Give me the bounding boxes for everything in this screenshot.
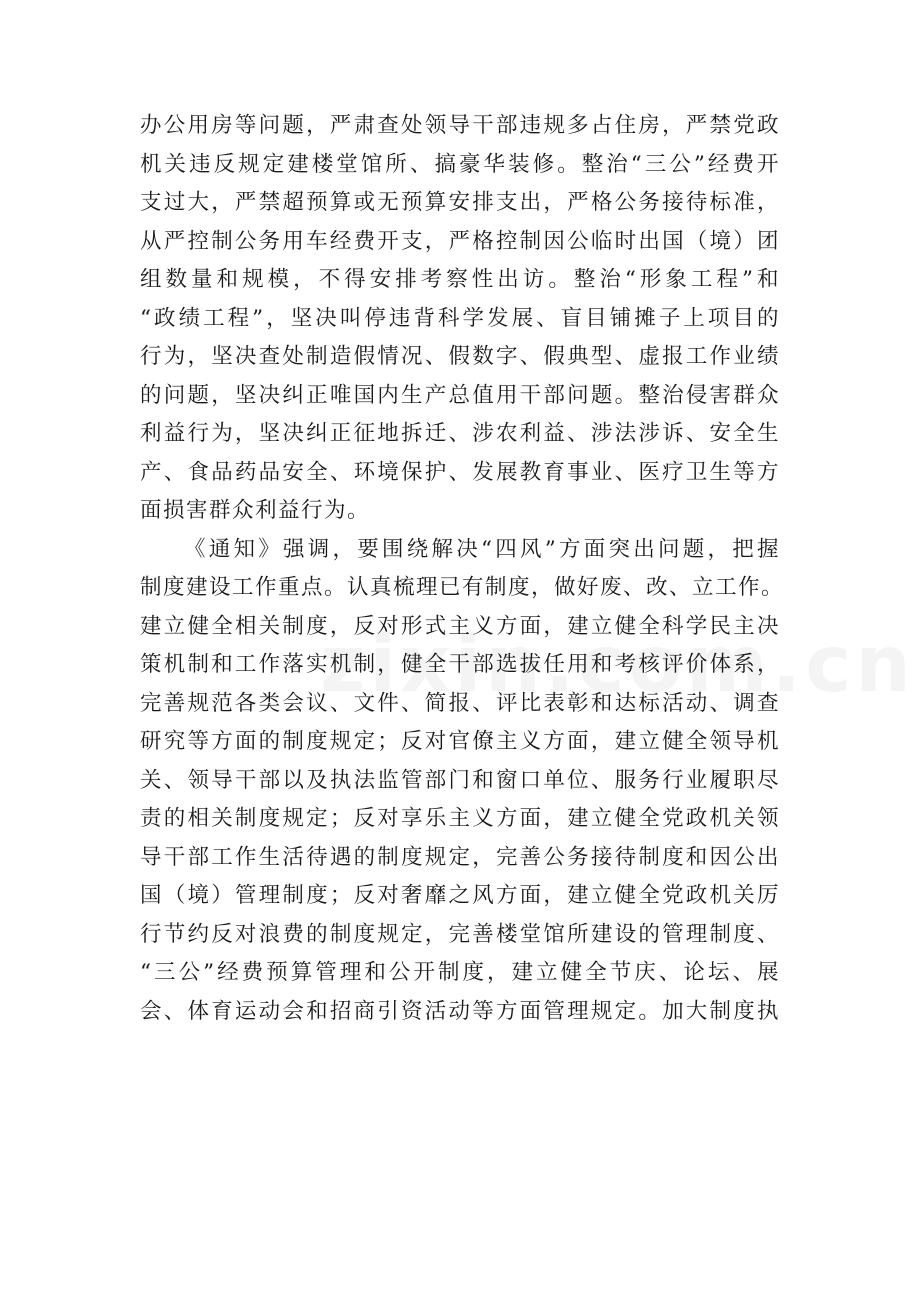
text-line: 完善规范各类会议、文件、简报、评比表彰和达标活动、调查 (140, 690, 780, 716)
paragraph-2 (140, 531, 785, 1032)
paragraph-1 (140, 107, 780, 531)
text-line: 关、领导干部以及执法监管部门和窗口单位、服务行业履职尽 (140, 767, 780, 793)
text-line: 会、体育运动会和招商引资活动等方面管理规定。加大制度执 (140, 998, 780, 1024)
text-line: 行为，坚决查处制造假情况、假数字、假典型、虚报工作业绩 (140, 344, 780, 369)
text-line: 面损害群众利益行为。 (140, 498, 371, 523)
text-line: 支过大，严禁超预算或无预算安排支出，严格公务接待标准， (140, 190, 780, 215)
text-line: 导干部工作生活待遇的制度规定，完善公务接待制度和因公出 (140, 844, 780, 870)
text-line: 建立健全相关制度，反对形式主义方面，建立健全科学民主决 (140, 613, 780, 639)
text-line: 责的相关制度规定；反对享乐主义方面，建立健全党政机关领 (140, 806, 780, 831)
text-line: 组数量和规模，不得安排考察性出访。整治“形象工程”和 (140, 267, 780, 292)
text-line: 策机制和工作落实机制，健全干部选拔任用和考核评价体系， (140, 652, 780, 677)
document-body (140, 107, 785, 1031)
text-line: 办公用房等问题，严肃查处领导干部违规多占住房，严禁党政 (140, 113, 780, 138)
text-line-indented: 《通知》强调，要围绕解决“四风”方面突出问题，把握 (184, 536, 780, 562)
text-line: 产、食品药品安全、环境保护、发展教育事业、医疗卫生等方 (140, 459, 780, 485)
text-line: 机关违反规定建楼堂馆所、搞豪华装修。整治“三公”经费开 (140, 151, 780, 177)
text-line: 国（境）管理制度；反对奢靡之风方面，建立健全党政机关厉 (140, 883, 780, 908)
text-line: 从严控制公务用车经费开支，严格控制因公临时出国（境）团 (140, 228, 780, 254)
text-line: 研究等方面的制度规定；反对官僚主义方面，建立健全领导机 (140, 729, 780, 754)
text-line: 利益行为，坚决纠正征地拆迁、涉农利益、涉法涉诉、安全生 (140, 421, 780, 446)
text-line: “三公”经费预算管理和公开制度，建立健全节庆、论坛、展 (140, 960, 780, 985)
text-line: 制度建设工作重点。认真梳理已有制度，做好废、改、立工作。 (140, 575, 785, 600)
text-line: “政绩工程”，坚决叫停违背科学发展、盲目铺摊子上项目的 (140, 305, 780, 331)
text-line: 行节约反对浪费的制度规定，完善楼堂馆所建设的管理制度、 (140, 921, 780, 947)
text-line: 的问题，坚决纠正唯国内生产总值用干部问题。整治侵害群众 (140, 382, 780, 408)
